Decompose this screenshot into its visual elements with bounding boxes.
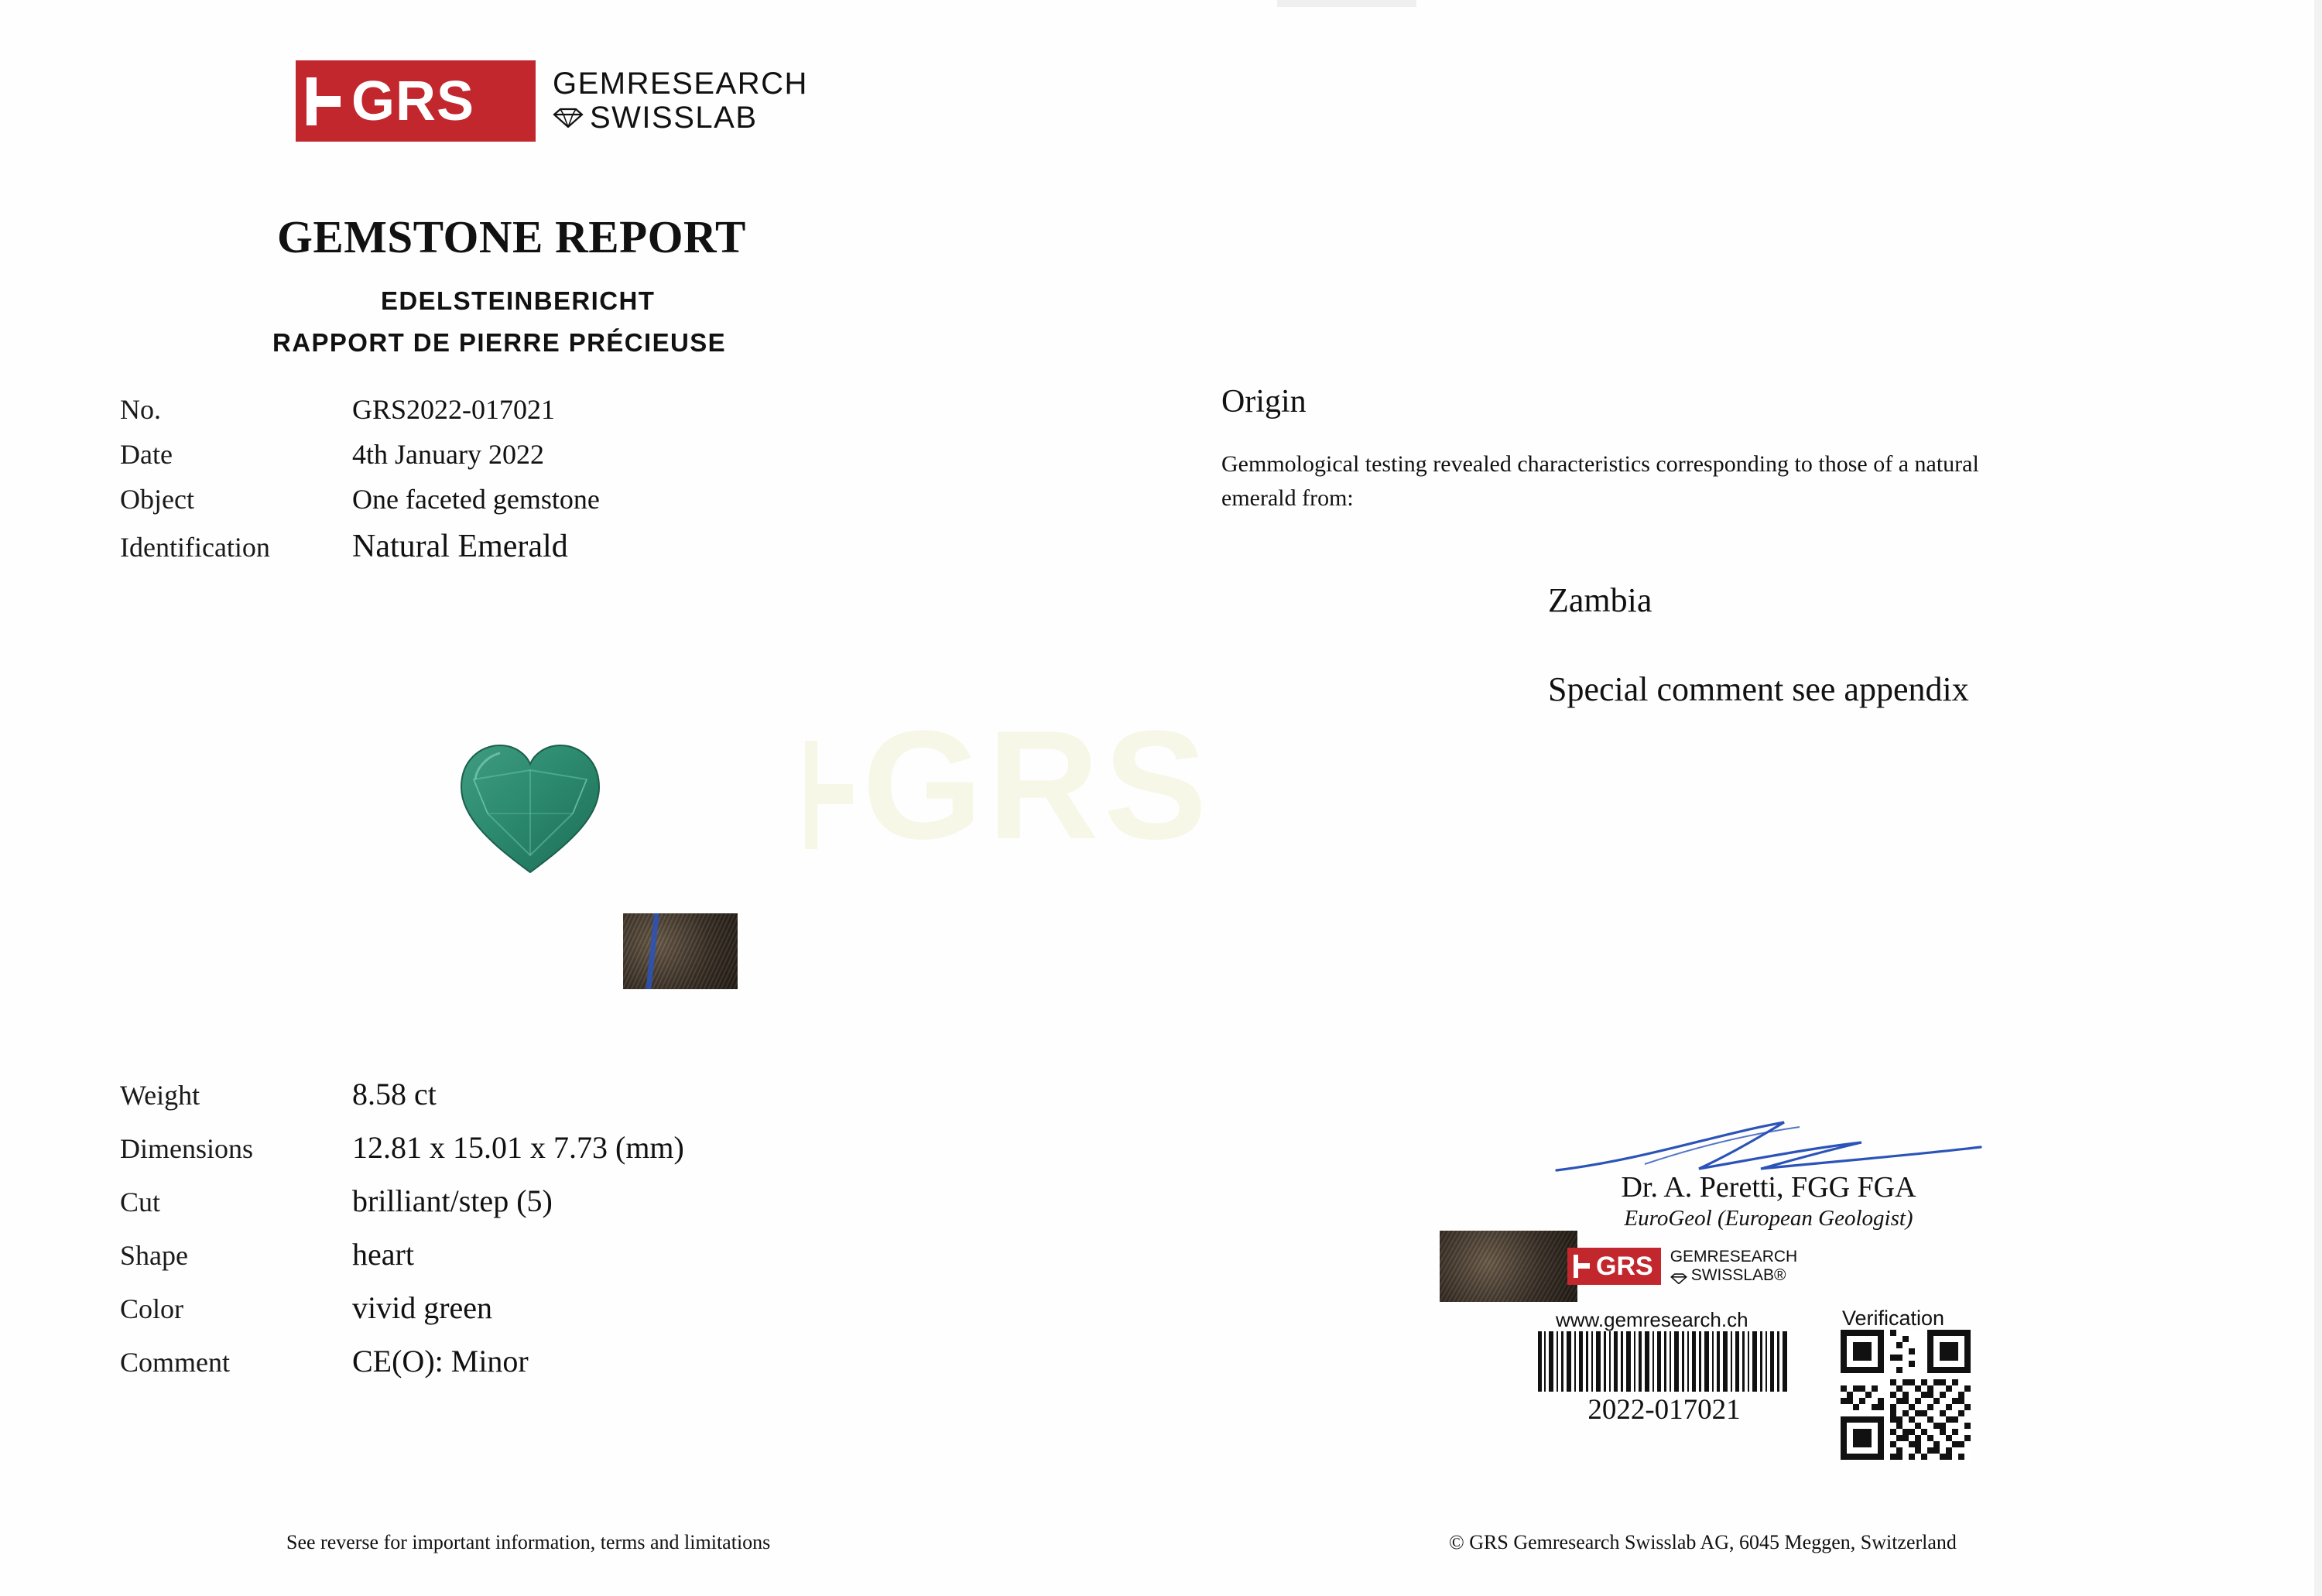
verification-label: Verification	[1842, 1307, 1945, 1330]
origin-country: Zambia	[1548, 581, 1652, 619]
field-value: Natural Emerald	[352, 529, 568, 564]
footer-logo-line2-text: SWISSLAB®	[1690, 1266, 1786, 1284]
footer-grs-logo	[1567, 1248, 1797, 1285]
footer-note-right: © GRS Gemresearch Swisslab AG, 6045 Meggen, Switzerland	[1449, 1531, 1957, 1553]
field-value: vivid green	[352, 1290, 493, 1325]
field-row-object	[120, 483, 817, 515]
field-label: Identification	[120, 532, 270, 563]
barcode	[1536, 1331, 1792, 1392]
field-value: CE(O): Minor	[352, 1344, 529, 1379]
signatory-role: EuroGeol (European Geologist)	[1624, 1206, 1913, 1231]
swiss-cross-icon	[307, 77, 342, 125]
grs-watermark	[797, 697, 1211, 875]
diamond-icon	[553, 108, 584, 128]
field-row-weight	[120, 1076, 894, 1112]
grs-logo	[296, 60, 808, 142]
field-label: Cut	[120, 1187, 161, 1218]
signatory-name: Dr. A. Peretti, FGG FGA	[1621, 1171, 1916, 1204]
field-label: No.	[120, 394, 161, 425]
footer-logo-line1: GEMRESEARCH	[1670, 1248, 1798, 1266]
field-label: Weight	[120, 1080, 200, 1111]
field-value: One faceted gemstone	[352, 484, 600, 515]
field-row-dimensions	[120, 1129, 894, 1166]
footer-note-left: See reverse for important information, terms and limitations	[286, 1531, 771, 1553]
security-hologram-strip	[623, 913, 738, 989]
diamond-icon-small	[1670, 1270, 1687, 1281]
field-row-color	[120, 1289, 894, 1326]
field-label: Date	[120, 439, 173, 470]
field-row-cut	[120, 1183, 894, 1219]
footer-logo-red-block	[1567, 1248, 1661, 1285]
watermark-text: GRS	[862, 699, 1212, 872]
field-value: 4th January 2022	[352, 439, 544, 470]
report-title-german: EDELSTEINBERICHT	[381, 286, 656, 315]
field-value: brilliant/step (5)	[352, 1183, 553, 1218]
field-label: Object	[120, 484, 194, 515]
origin-heading: Origin	[1221, 384, 1307, 420]
logo-line1: GEMRESEARCH	[553, 67, 808, 101]
footer-logo-brand: GRS	[1596, 1252, 1653, 1281]
logo-wordmark	[553, 67, 808, 134]
logo-brand-text: GRS	[351, 70, 475, 132]
page-edge-right	[2314, 0, 2322, 1596]
report-title: GEMSTONE REPORT	[277, 211, 746, 262]
field-value: GRS2022-017021	[352, 394, 556, 425]
gemstone-photo	[457, 739, 604, 875]
logo-line2-row	[553, 101, 808, 135]
swiss-cross-icon-small	[1574, 1255, 1591, 1278]
footer-logo-wordmark	[1670, 1248, 1798, 1284]
field-label: Color	[120, 1293, 184, 1324]
field-label: Dimensions	[120, 1133, 254, 1164]
footer-logo-line2-row	[1670, 1266, 1798, 1285]
field-label: Comment	[120, 1347, 230, 1378]
origin-special-comment: Special comment see appendix	[1548, 670, 1969, 708]
field-row-shape	[120, 1236, 894, 1272]
field-value: heart	[352, 1237, 414, 1272]
qr-code[interactable]	[1841, 1330, 1971, 1460]
field-label: Shape	[120, 1240, 188, 1271]
origin-description: Gemmological testing revealed characteristics corresponding to those of a natural emerald from:	[1221, 451, 1979, 511]
field-row-identification	[120, 528, 817, 565]
logo-red-block	[296, 60, 536, 142]
security-seal	[1440, 1231, 1577, 1302]
report-title-french: RAPPORT DE PIERRE PRÉCIEUSE	[272, 328, 727, 357]
field-row-date	[120, 438, 817, 471]
field-value: 12.81 x 15.01 x 7.73 (mm)	[352, 1130, 684, 1165]
watermark-cross-icon	[797, 741, 856, 849]
spec-field-list	[120, 1076, 894, 1396]
header-field-list	[120, 393, 817, 577]
field-row-comment	[120, 1343, 894, 1379]
barcode-number: 2022-017021	[1587, 1394, 1741, 1426]
page-edge-top	[1277, 0, 1416, 7]
field-value: 8.58 ct	[352, 1077, 437, 1111]
logo-line2-text: SWISSLAB	[590, 100, 758, 135]
field-row-no	[120, 393, 817, 426]
website-url[interactable]: www.gemresearch.ch	[1556, 1308, 1748, 1331]
